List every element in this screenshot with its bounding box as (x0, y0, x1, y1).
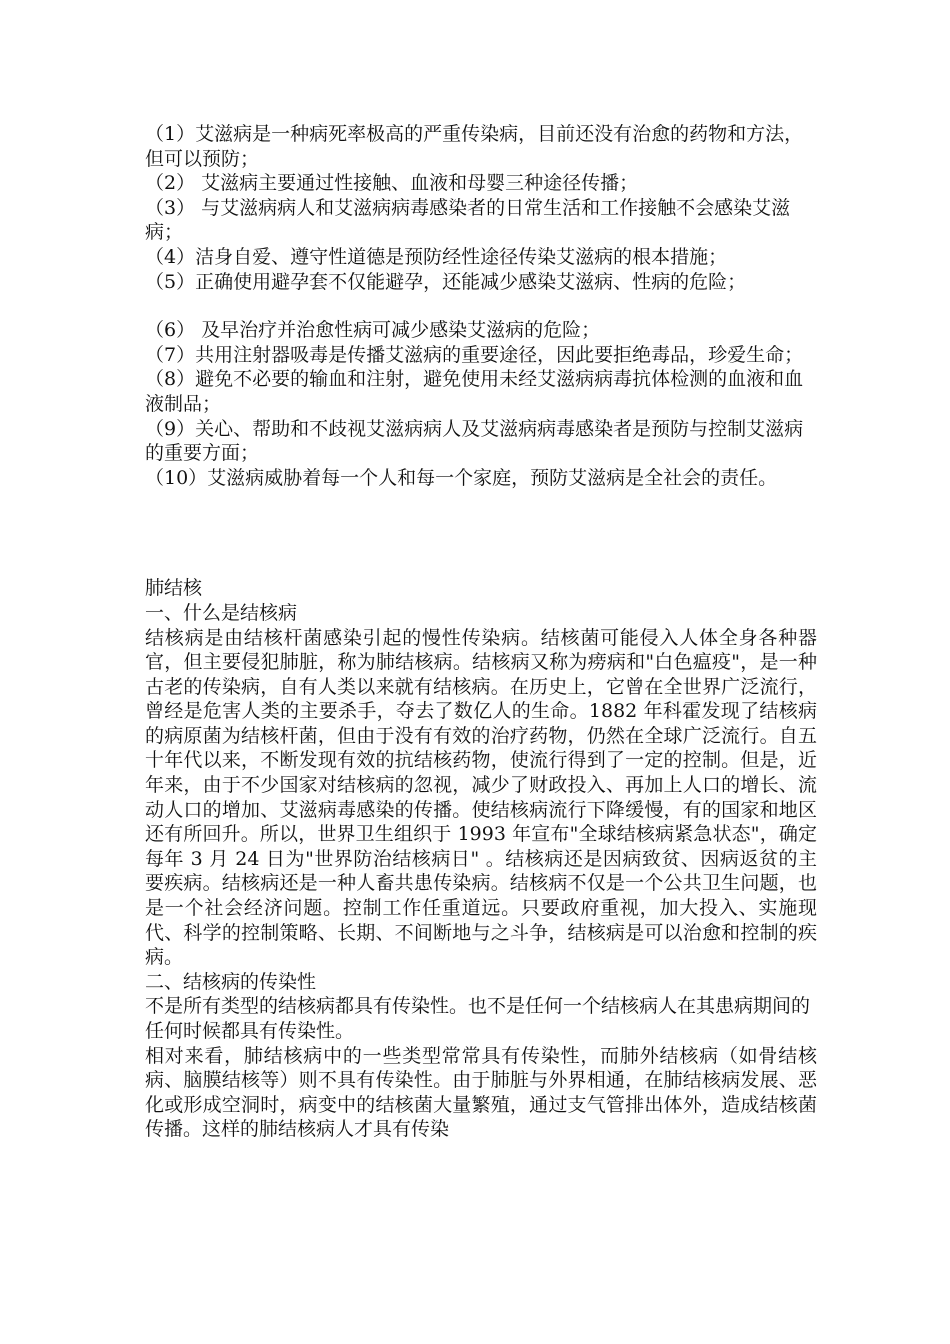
aids-point-1: （1）艾滋病是一种病死率极高的严重传染病，目前还没有治愈的药物和方法，但可以预防； (145, 123, 804, 170)
tb-section2-para1: 不是所有类型的结核病都具有传染性。也不是任何一个结核病人在其患病期间的任何时候都具有传染性。 (145, 995, 811, 1042)
tb-section2-heading: 二、结核病的传染性 (145, 970, 317, 993)
tb-section1-body: 结核病是由结核杆菌感染引起的慢性传染病。结核菌可能侵入人体全身各种器官，但主要侵犯肺脏，称为肺结核病。结核病又称为痨病和"白色瘟疫"，是一种古老的传染病，自有人类以来就有结核病。在历史上，它曾在全世界广泛流行，曾经是危害人类的主要杀手，夺去了数亿人的生命。1882 年科霍发现了结核病的病原菌为结核杆菌，但由于没有有效的治疗药物，仍然在全球广泛流行。自五十年代以来，不断发现有效的抗结核药物，使流行得到了一定的控制。但是，近年来，由于不少国家对结核病的忽视，减少了财政投入、再加上人口的增长、流动人口的增加、艾滋病毒感染的传播。使结核病流行下降缓慢，有的国家和地区还有所回升。所以，世界卫生组织于 1993 年宣布"全球结核病紧急状态"，确定每年 3 月 24 日为"世界防治结核病日" 。结核病还是因病致贫、因病返贫的主要疾病。结核病还是一种人畜共患传染病。结核病不仅是一个公共卫生问题，也是一个社会经济问题。控制工作任重道远。只要政府重视，加大投入、实施现代、科学的控制策略、长期、不间断地与之斗争，结核病是可以治愈和控制的疾病。 (145, 626, 817, 969)
aids-point-9: （9）关心、帮助和不歧视艾滋病病人及艾滋病病毒感染者是预防与控制艾滋病的重要方面； (145, 417, 804, 465)
aids-point-3: （3） 与艾滋病病人和艾滋病病毒感染者的日常生活和工作接触不会感染艾滋病； (145, 196, 791, 244)
aids-point-7: （7）共用注射器吸毒是传播艾滋病的重要途径，因此要拒绝毒品，珍爱生命； (145, 343, 804, 366)
aids-points-list (145, 122, 817, 490)
aids-point-6: （6） 及早治疗并治愈性病可减少感染艾滋病的危险； (145, 319, 601, 342)
document-page (145, 122, 817, 1142)
aids-point-5: （5）正确使用避孕套不仅能避孕，还能减少感染艾滋病、性病的危险； (145, 270, 747, 293)
aids-point-10: （10）艾滋病威胁着每一个人和每一个家庭，预防艾滋病是全社会的责任。 (145, 466, 778, 489)
section-spacer (145, 490, 817, 576)
tb-section (145, 576, 817, 1142)
aids-point-2: （2） 艾滋病主要通过性接触、血液和母婴三种途径传播； (145, 172, 639, 195)
tb-section2-para2: 相对来看，肺结核病中的一些类型常常具有传染性，而肺外结核病（如骨结核病、脑膜结核等）则不具有传染性。由于肺脏与外界相通，在肺结核病发展、恶化或形成空洞时，病变中的结核菌大量繁殖，通过支气管排出体外，造成结核菌传播。这样的肺结核病人才具有传染 (145, 1044, 817, 1141)
tb-title: 肺结核 (145, 577, 203, 600)
tb-section1-heading: 一、什么是结核病 (145, 601, 298, 624)
aids-point-4: （4）洁身自爱、遵守性道德是预防经性途径传染艾滋病的根本措施； (145, 245, 728, 268)
aids-point-8: （8）避免不必要的输血和注射，避免使用未经艾滋病病毒抗体检测的血液和血液制品； (145, 368, 804, 415)
